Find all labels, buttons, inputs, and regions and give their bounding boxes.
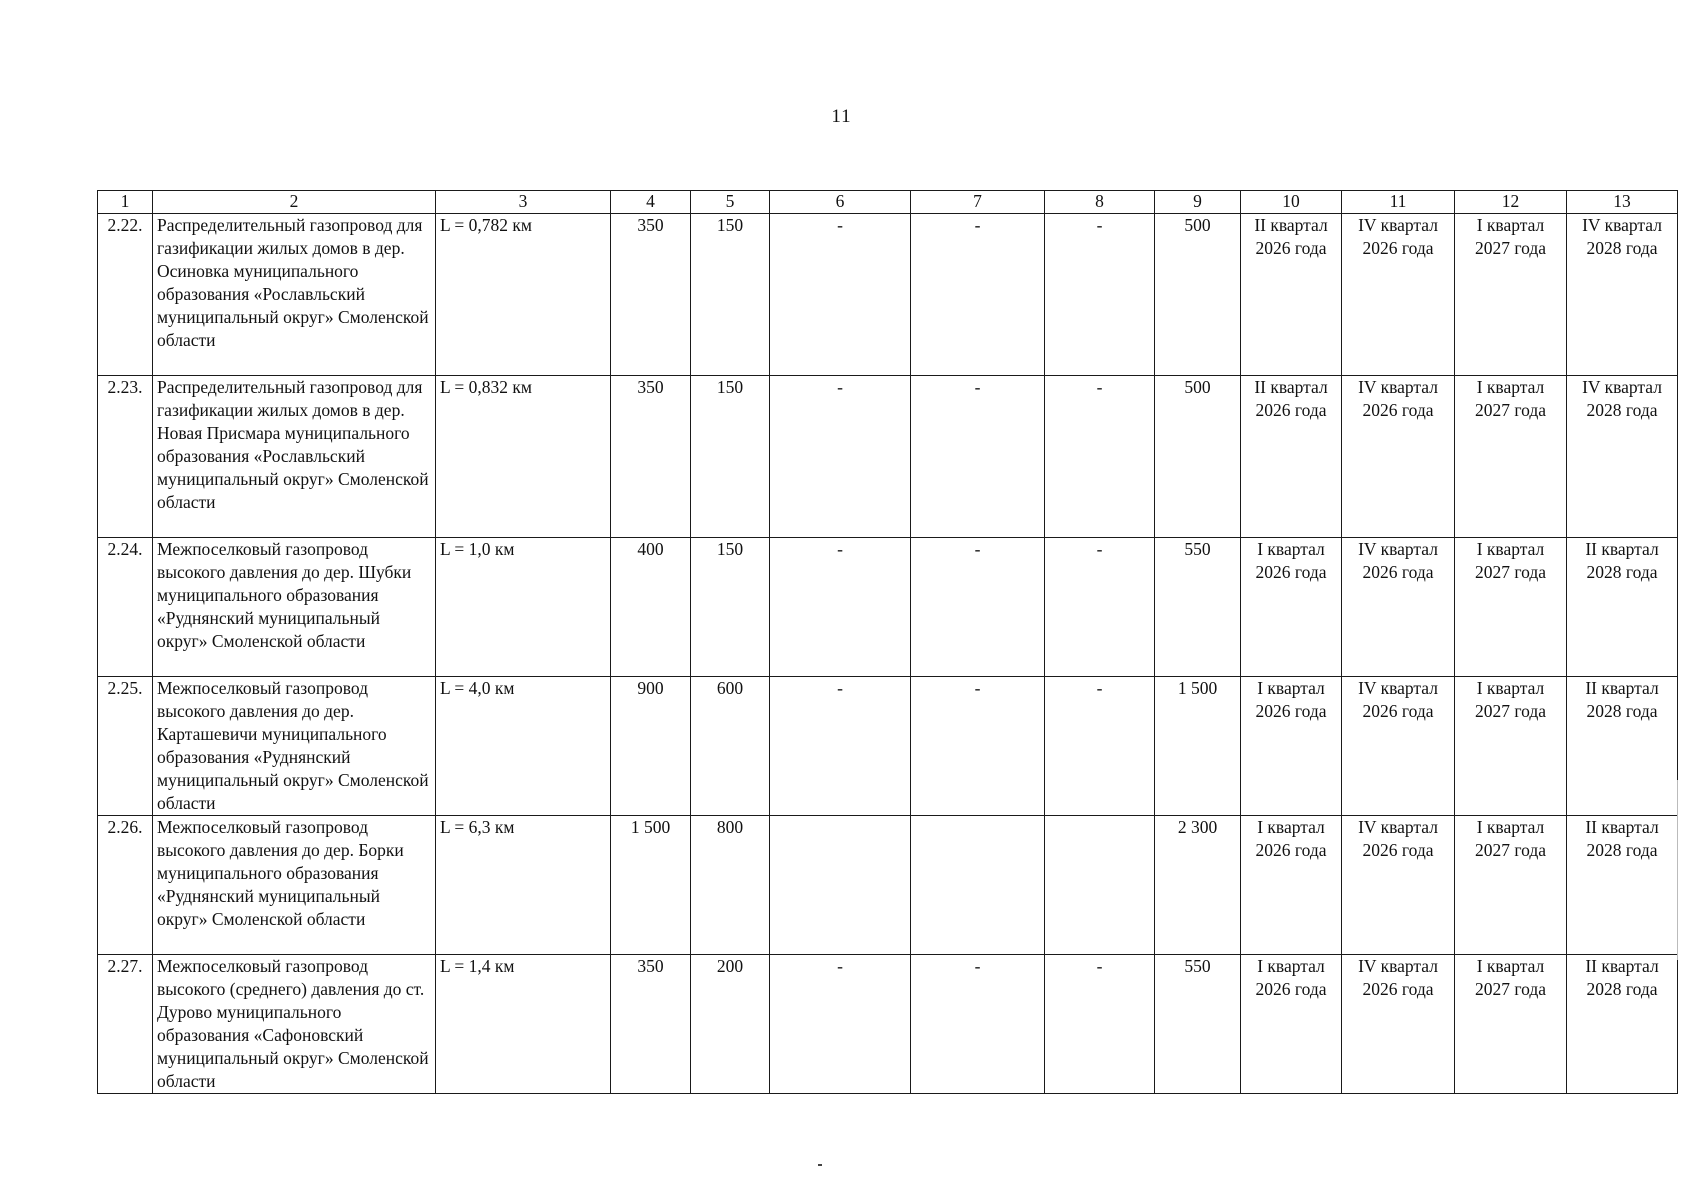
period-col-10 [1241,955,1342,1094]
period-col-11 [1342,677,1455,816]
value-col-5: 150 [691,376,770,538]
period-col-12 [1455,214,1567,376]
period-year: 2026 года [1362,979,1434,999]
value-col-6: - [770,376,911,538]
header-col-1: 1 [98,191,153,214]
period-year: 2027 года [1474,400,1547,420]
header-col-10: 10 [1241,191,1342,214]
period-quarter: I квартал [1257,678,1325,698]
pipeline-length: L = 0,832 км [436,376,611,538]
period-year: 2026 года [1255,562,1327,582]
row-number: 2.22. [98,214,153,376]
header-col-3: 3 [436,191,611,214]
period-quarter: II квартал [1254,215,1328,235]
period-quarter: I квартал [1476,817,1545,837]
value-col-5: 150 [691,538,770,677]
period-year: 2027 года [1474,562,1547,582]
value-col-8: - [1045,955,1155,1094]
pipeline-length: L = 6,3 км [436,816,611,955]
value-col-7: - [911,376,1045,538]
period-col-11 [1342,376,1455,538]
period-quarter: I квартал [1476,215,1545,235]
period-year: 2027 года [1474,840,1547,860]
value-col-4: 350 [611,955,691,1094]
table-row [98,538,1678,677]
period-quarter: IV квартал [1358,539,1438,559]
table-header [98,191,1678,214]
period-year: 2028 года [1586,562,1658,582]
period-col-12 [1455,816,1567,955]
table-row [98,816,1678,955]
page-number: 11 [831,106,852,127]
header-col-7: 7 [911,191,1045,214]
period-quarter: IV квартал [1358,678,1438,698]
value-col-4: 1 500 [611,816,691,955]
value-col-4: 350 [611,214,691,376]
period-col-12 [1455,677,1567,816]
table-row [98,214,1678,376]
header-col-6: 6 [770,191,911,214]
table-row [98,677,1678,816]
value-col-9-total: 2 300 [1155,816,1241,955]
value-col-6: - [770,677,911,816]
pipeline-length: L = 4,0 км [436,677,611,816]
value-col-7: - [911,677,1045,816]
period-quarter: II квартал [1585,678,1659,698]
period-quarter: I квартал [1476,539,1545,559]
value-col-7: - [911,955,1045,1094]
period-quarter: I квартал [1257,539,1325,559]
period-year: 2027 года [1474,979,1547,999]
header-col-4: 4 [611,191,691,214]
pipeline-length: L = 0,782 км [436,214,611,376]
period-col-12 [1455,538,1567,677]
period-quarter: I квартал [1476,956,1545,976]
period-year: 2026 года [1362,840,1434,860]
period-year: 2028 года [1586,238,1658,258]
value-col-6: - [770,955,911,1094]
period-year: 2027 года [1474,238,1547,258]
period-col-13 [1567,677,1678,816]
period-year: 2026 года [1255,701,1327,721]
period-year: 2028 года [1586,979,1658,999]
period-quarter: IV квартал [1358,377,1438,397]
period-year: 2026 года [1362,562,1434,582]
object-name: Межпоселковый газопровод высокого давления до дер. Карташевичи муниципального образования «Руднянский муниципальный округ» Смоленской области [153,677,436,816]
value-col-9-total: 500 [1155,376,1241,538]
row-number: 2.23. [98,376,153,538]
period-quarter: I квартал [1476,678,1545,698]
header-col-13: 13 [1567,191,1678,214]
scan-artifact-edge [1677,780,1678,960]
value-col-4: 900 [611,677,691,816]
period-year: 2026 года [1255,979,1327,999]
value-col-4: 400 [611,538,691,677]
row-number: 2.26. [98,816,153,955]
header-col-12: 12 [1455,191,1567,214]
object-name: Распределительный газопровод для газификации жилых домов в дер. Новая Присмара муниципального образования «Рославльский муниципальный округ» Смоленской области [153,376,436,538]
header-col-8: 8 [1045,191,1155,214]
value-col-8: - [1045,376,1155,538]
object-name: Распределительный газопровод для газификации жилых домов в дер. Осиновка муниципального образования «Рославльский муниципальный округ» Смоленской области [153,214,436,376]
period-year: 2026 года [1362,238,1434,258]
table-body [98,214,1678,1094]
value-col-8: - [1045,538,1155,677]
period-year: 2028 года [1586,400,1658,420]
period-col-13 [1567,816,1678,955]
value-col-7: - [911,214,1045,376]
value-col-7 [911,816,1045,955]
header-col-5: 5 [691,191,770,214]
value-col-7: - [911,538,1045,677]
period-col-11 [1342,955,1455,1094]
object-name: Межпоселковый газопровод высокого давления до дер. Шубки муниципального образования «Руднянский муниципальный округ» Смоленской области [153,538,436,677]
period-year: 2026 года [1255,840,1327,860]
period-col-10 [1241,214,1342,376]
period-quarter: II квартал [1585,817,1659,837]
value-col-9-total: 550 [1155,955,1241,1094]
table-row [98,376,1678,538]
period-quarter: II квартал [1254,377,1328,397]
period-col-13 [1567,955,1678,1094]
period-col-11 [1342,816,1455,955]
period-year: 2026 года [1362,400,1434,420]
header-col-9: 9 [1155,191,1241,214]
scan-artifact-mark [818,1164,822,1166]
period-quarter: I квартал [1257,956,1325,976]
value-col-6 [770,816,911,955]
period-col-13 [1567,214,1678,376]
header-row [98,191,1678,214]
period-col-13 [1567,376,1678,538]
pipeline-length: L = 1,0 км [436,538,611,677]
period-quarter: IV квартал [1358,956,1438,976]
period-col-12 [1455,376,1567,538]
value-col-6: - [770,538,911,677]
value-col-8: - [1045,214,1155,376]
period-quarter: I квартал [1257,817,1325,837]
period-quarter: I квартал [1476,377,1545,397]
value-col-9-total: 550 [1155,538,1241,677]
period-col-10 [1241,538,1342,677]
value-col-6: - [770,214,911,376]
pipeline-length: L = 1,4 км [436,955,611,1094]
value-col-5: 600 [691,677,770,816]
object-name: Межпоселковый газопровод высокого давления до дер. Борки муниципального образования «Руднянский муниципальный округ» Смоленской области [153,816,436,955]
period-col-13 [1567,538,1678,677]
period-col-10 [1241,816,1342,955]
period-col-11 [1342,538,1455,677]
period-year: 2026 года [1255,400,1327,420]
period-year: 2028 года [1586,840,1658,860]
value-col-8 [1045,816,1155,955]
period-quarter: IV квартал [1358,817,1438,837]
data-table [97,190,1678,1094]
row-number: 2.25. [98,677,153,816]
value-col-9-total: 500 [1155,214,1241,376]
value-col-4: 350 [611,376,691,538]
period-col-10 [1241,677,1342,816]
value-col-5: 150 [691,214,770,376]
period-year: 2028 года [1586,701,1658,721]
period-year: 2026 года [1255,238,1327,258]
period-quarter: IV квартал [1582,377,1662,397]
value-col-9-total: 1 500 [1155,677,1241,816]
row-number: 2.24. [98,538,153,677]
period-col-10 [1241,376,1342,538]
period-quarter: II квартал [1585,956,1659,976]
row-number: 2.27. [98,955,153,1094]
header-col-2: 2 [153,191,436,214]
period-col-11 [1342,214,1455,376]
period-col-12 [1455,955,1567,1094]
period-quarter: IV квартал [1582,215,1662,235]
table-row [98,955,1678,1094]
header-col-11: 11 [1342,191,1455,214]
period-quarter: IV квартал [1358,215,1438,235]
value-col-5: 200 [691,955,770,1094]
value-col-8: - [1045,677,1155,816]
period-year: 2027 года [1474,701,1547,721]
period-year: 2026 года [1362,701,1434,721]
period-quarter: II квартал [1585,539,1659,559]
value-col-5: 800 [691,816,770,955]
object-name: Межпоселковый газопровод высокого (среднего) давления до ст. Дурово муниципального образования «Сафоновский муниципальный округ» Смоленской области [153,955,436,1094]
